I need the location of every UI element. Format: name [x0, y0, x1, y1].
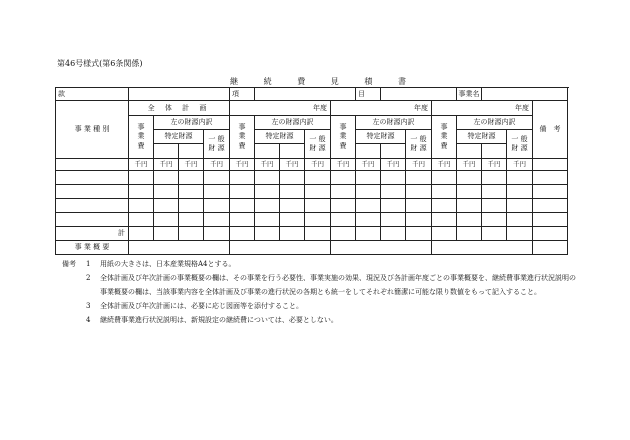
unit-label: 千円: [432, 159, 457, 171]
note-text: 用紙の大きさは、日本産業規格A4とする。: [100, 260, 236, 268]
note-number: 1: [86, 260, 91, 268]
overview-cell[interactable]: [230, 241, 331, 255]
note-text: 全体計画及び年次計画には、必要に応じ図面等を添付すること。: [100, 302, 303, 310]
tokutei-sub-cell: [381, 144, 406, 159]
title-char: 費: [297, 77, 306, 86]
unit-label: 千円: [406, 159, 432, 171]
unit-label: 千円: [457, 159, 482, 171]
tokutei-sub-cell: [356, 144, 381, 159]
biko-header: 備 考: [533, 101, 568, 159]
ippan-zaigen-header: 一 般 財 源: [305, 130, 331, 159]
overview-cell[interactable]: [331, 241, 432, 255]
tokutei-zaigen-header: 特定財源: [255, 130, 305, 144]
zaigen-uchiwake-header: 左の財源内訳: [457, 116, 533, 130]
overview-cell[interactable]: [129, 241, 230, 255]
title-char: 見: [330, 77, 339, 86]
note-item: [62, 299, 582, 313]
unit-label: 千円: [204, 159, 230, 171]
unit-label: 千円: [154, 159, 179, 171]
zaigen-uchiwake-header: 左の財源内訳: [154, 116, 230, 130]
table-row: [56, 199, 568, 213]
unit-label: 千円: [230, 159, 255, 171]
note-text: 全体計画及び年次計画の事業概要の欄は、その事業を行う必要性、事業実施の効果、現況及び各計画年度ごとの事業概要を、継続費事業進行状況説明の事業概要の欄は、当該事業内容を全体計画及び事業の進行状況の各期とも統一をしてそれぞれ簡潔に可能な限り数値をもって記入すること。: [100, 274, 576, 296]
document-title: [230, 76, 406, 87]
unit-label: 千円: [255, 159, 280, 171]
tokutei-sub-cell: [154, 144, 179, 159]
nendo-header-3: 年度: [432, 101, 533, 116]
unit-row: [56, 159, 568, 171]
form-number: 第46号様式(第6条関係): [57, 59, 143, 68]
note-number: 2: [86, 274, 91, 282]
note-item: [62, 313, 582, 327]
jigyo-mei-value-cell[interactable]: [482, 88, 568, 101]
unit-label: 千円: [482, 159, 507, 171]
zaigen-uchiwake-header: 左の財源内訳: [356, 116, 432, 130]
unit-label: 千円: [356, 159, 381, 171]
jigyohi-header: 事 業 費: [331, 116, 356, 159]
blank-cell[interactable]: [533, 159, 568, 171]
blank-cell[interactable]: [56, 159, 129, 171]
jigyo-gaiyo-label: 事 業 概 要: [56, 241, 129, 255]
note-text: 継続費事業進行状況説明は、新規設定の継続費については、必要としない。: [100, 316, 338, 324]
title-char: 積: [364, 77, 373, 86]
ippan-zaigen-header: 一 般 財 源: [204, 130, 230, 159]
tokutei-sub-cell: [280, 144, 305, 159]
moku-value-cell[interactable]: [381, 88, 457, 101]
header-row: [56, 88, 568, 101]
kou-label: 項: [230, 88, 255, 101]
kan-label: 款: [56, 88, 129, 101]
jigyo-shubetsu-header: 事 業 種 別: [56, 101, 129, 159]
unit-label: 千円: [331, 159, 356, 171]
total-label: 計: [56, 227, 129, 241]
unit-label: 千円: [179, 159, 204, 171]
jigyohi-header: 事 業 費: [230, 116, 255, 159]
total-row: [56, 227, 568, 241]
overview-cell[interactable]: [533, 241, 568, 255]
tokutei-sub-cell: [179, 144, 204, 159]
unit-label: 千円: [280, 159, 305, 171]
tokutei-sub-cell: [457, 144, 482, 159]
notes-label: 備考: [62, 260, 76, 268]
jigyohi-header: 事 業 費: [432, 116, 457, 159]
notes: [62, 257, 582, 327]
nendo-header-1: 年度: [230, 101, 331, 116]
unit-label: 千円: [305, 159, 331, 171]
overview-cell[interactable]: [432, 241, 533, 255]
estimate-table: [55, 87, 568, 255]
title-char: 継: [230, 77, 238, 86]
column-header-row-2: [56, 116, 568, 130]
table-row: [56, 213, 568, 227]
unit-label: 千円: [129, 159, 154, 171]
moku-label: 目: [356, 88, 381, 101]
overview-row: [56, 241, 568, 255]
title-char: 続: [263, 77, 272, 86]
table-row: [56, 185, 568, 199]
zaigen-uchiwake-header: 左の財源内訳: [255, 116, 331, 130]
kan-value-cell[interactable]: [129, 88, 230, 101]
unit-label: 千円: [507, 159, 533, 171]
column-header-row-1: [56, 101, 568, 116]
ippan-zaigen-header: 一 般 財 源: [406, 130, 432, 159]
tokutei-zaigen-header: 特定財源: [356, 130, 406, 144]
kou-value-cell[interactable]: [255, 88, 356, 101]
table-row: [56, 171, 568, 185]
zentai-keikaku-header: 全 体 計 画: [129, 101, 230, 116]
title-char: 書: [397, 77, 406, 86]
note-item: [62, 271, 582, 299]
tokutei-sub-cell: [482, 144, 507, 159]
tokutei-zaigen-header: 特定財源: [154, 130, 204, 144]
nendo-header-2: 年度: [331, 101, 432, 116]
jigyohi-header: 事 業 費: [129, 116, 154, 159]
tokutei-sub-cell: [255, 144, 280, 159]
note-number: 3: [86, 302, 91, 310]
note-item: [62, 257, 582, 271]
jigyo-mei-label: 事業名: [457, 88, 482, 101]
tokutei-zaigen-header: 特定財源: [457, 130, 507, 144]
unit-label: 千円: [381, 159, 406, 171]
ippan-zaigen-header: 一 般 財 源: [507, 130, 533, 159]
note-number: 4: [86, 316, 91, 324]
